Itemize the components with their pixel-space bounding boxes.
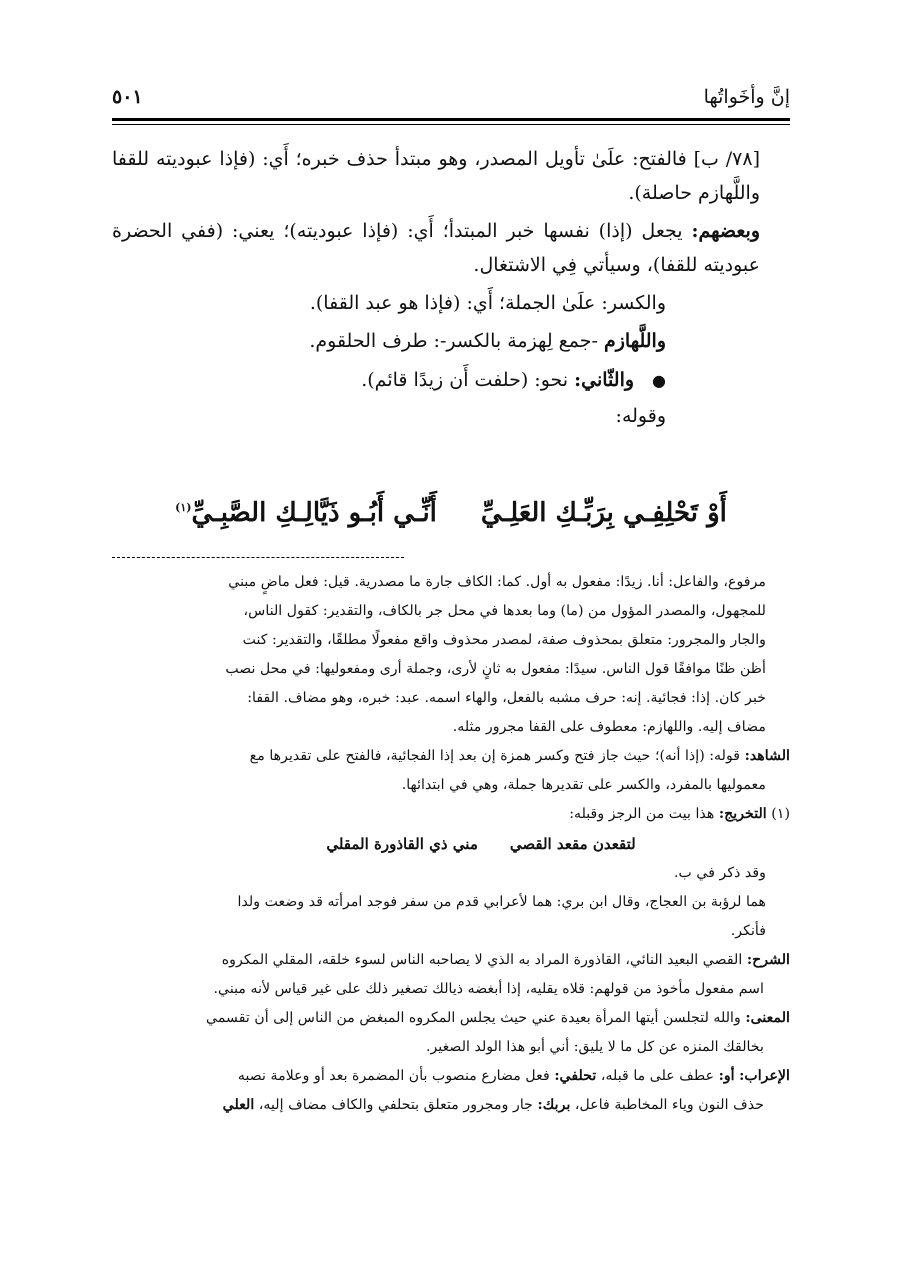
sharh-line: اسم مفعول مأخوذ من قولهم: قلاه يقليه، إذا أبغضه ذيالك تصغير ذلك على غير قياس لأنه مبني. [213, 981, 764, 997]
paragraph-kasr: والكسر: علَىٰ الجملة؛ أَي: (فإذا هو عبد القفا). [309, 292, 666, 314]
takhrij-label: التخريج: [718, 806, 767, 822]
verse-hemistich-1: أَوْ تَحْلِفِـي بِرَبِّـكِ العَلِـيِّ [480, 497, 727, 528]
bullet-dot-icon: ● [652, 371, 666, 390]
note-line: أظن ظنًا موافقًا قول الناس. سيدًا: مفعول به ثانٍ لأرى، وجملة أرى ومفعوليها: في محل نصب [225, 661, 766, 677]
maana-line [112, 1004, 790, 1033]
note-line: للمجهول، والمصدر المؤول من (ما) وما بعدها في محل جر بالكاف، والتقدير: كقول الناس، [243, 603, 766, 619]
paragraph-lead: واللَّهازم [603, 330, 666, 352]
shahid-line: معموليها بالمفرد، والكسر على تقديرها جملة، وهي في ابتدائها. [401, 777, 766, 793]
paragraph-baduhum [112, 214, 790, 282]
note-line: مرفوع، والفاعل: أنا. زيدًا: مفعول به أول. كما: الكاف جارة ما مصدرية. قيل: فعل ماضٍ مبني [228, 574, 766, 590]
shahid-line [112, 742, 790, 771]
irab-text: عطف على ما قبله، [600, 1068, 715, 1084]
note-line: فأنكر. [730, 923, 766, 939]
irab-line [112, 1062, 790, 1091]
note-line: والجار والمجرور: متعلق بمحذوف صفة، لمصدر محذوف واقع مفعولًا مطلقًا، والتقدير: كنت [242, 632, 766, 648]
footnote-number: (١) [771, 806, 790, 822]
paragraph-qawluhu: وقوله: [615, 405, 666, 427]
paragraph-body: يجعل (إذا) نفسها خبر المبتدأ؛ أَي: (فإذا عبوديته)؛ يعني: (ففي الحضرة عبوديته للقفا)، وسيأتي فِي الاشتغال. [112, 220, 760, 276]
maana-line: بخالقك المنزه عن كل ما لا يليق: أني أبو هذا الولد الصغير. [425, 1039, 764, 1055]
footnote-separator [112, 557, 404, 558]
poem-hemistich-1: لتقعدن مقعد القصي [509, 835, 636, 853]
paragraph-body: -جمع لِهزمة بالكسر-: طرف الحلقوم. [309, 330, 598, 352]
main-text [112, 142, 790, 437]
bullet-lead: والثّاني: [574, 369, 635, 391]
irab-term: العلي [222, 1097, 255, 1113]
header-rule-thick [112, 118, 790, 121]
paragraph-lahazim [112, 324, 790, 358]
takhrij-text: هذا بيت من الرجز وقبله: [569, 806, 715, 822]
irab-label: الإعراب: [739, 1068, 790, 1084]
note-line: وقد ذكر في ب. [674, 865, 766, 881]
sharh-label: الشرح: [746, 952, 790, 968]
shahid-label: الشاهد: [744, 748, 790, 764]
sharh-text: القصي البعيد النائي، القاذورة المراد به الذي لا يصاحبه الناس لسوء خلقه، المقلي المكروه [221, 952, 743, 968]
maana-label: المعنى: [745, 1010, 790, 1026]
irab-text: فعل مضارع منصوب بأن المضمرة بعد أو وعلامة نصبه [237, 1068, 550, 1084]
maana-text: والله لتجلسن أيتها المرأة بعيدة عني حيث يجلس المكروه المبغض من الناس إلى أن تقسمي [206, 1010, 741, 1026]
irab-line [112, 1091, 790, 1120]
paragraph-lead: وبعضهم: [691, 220, 760, 242]
sharh-line [112, 946, 790, 975]
takhrij-line [112, 800, 790, 829]
irab-text: جار ومجرور متعلق بتحلفي والكاف مضاف إليه، [258, 1097, 533, 1113]
paragraph-fath: [٧٨/ ب] فالفتح: علَىٰ تأويل المصدر، وهو مبتدأ حذف خبره؛ أَي: (فإذا عبوديته للقفا واللَّهازم حاصلة). [112, 148, 760, 204]
running-title: إنَّ وأخَواتُها [703, 86, 790, 108]
bullet-thani [112, 362, 790, 399]
page-number: ٥٠١ [112, 86, 143, 108]
poem-quote [112, 829, 790, 859]
shahid-text: قوله: (إذا أنه)؛ حيث جاز فتح وكسر همزة إن بعد إذا الفجائية، فالفتح على تقديرها مع [249, 748, 741, 764]
note-line: مضاف إليه. واللهازم: معطوف على القفا مجرور مثله. [452, 719, 766, 735]
header-rule-thin [112, 124, 790, 125]
note-line: خبر كان. إذا: فجائية. إنه: حرف مشبه بالفعل، والهاء اسمه. عبد: خبره، وهو مضاف. القفا: [247, 690, 766, 706]
poem-hemistich-2: مني ذي القاذورة المقلي [326, 835, 478, 853]
footnotes [112, 568, 790, 1120]
bullet-body: نحو: (حلفت أَن زيدًا قائم). [361, 369, 569, 391]
irab-text: حذف النون وياء المخاطبة فاعل، [574, 1097, 764, 1113]
irab-term: تحلفي: [554, 1068, 597, 1084]
irab-term: أو: [718, 1068, 735, 1084]
note-line: هما لرؤبة بن العجاج، وقال ابن بري: هما لأعرابي قدم من سفر فوجد امرأته قد وضعت ولدا [237, 894, 766, 910]
verse-hemistich-2-text: أَنِّـي أَبُـو ذَيَّالِـكِ الصَّبِـيِّ [191, 497, 437, 528]
footnote-marker: (١) [175, 501, 192, 514]
irab-term: بربك: [537, 1097, 571, 1113]
page-header [112, 86, 790, 116]
verse-hemistich-2 [175, 488, 437, 533]
poetry-verse [112, 488, 790, 533]
